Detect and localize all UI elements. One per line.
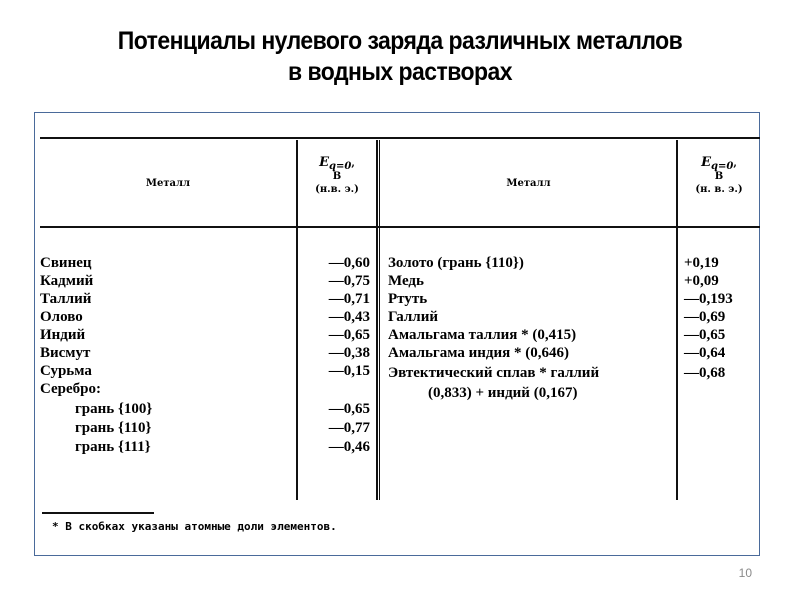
table-top-rule	[40, 137, 760, 139]
header-potential-right: Eq=0, В (н. в. э.)	[678, 156, 760, 196]
right-metal-3: Галлий	[388, 309, 438, 325]
left-value-10: —0,46	[328, 439, 370, 455]
right-metal-1: Медь	[388, 273, 424, 289]
right-value-4: —0,65	[684, 327, 726, 343]
right-value-0: +0,19	[684, 255, 719, 271]
left-metal-1: Кадмий	[40, 273, 94, 289]
title-line-1: Потенциалы нулевого заряда различных металлов	[117, 27, 683, 55]
left-value-0: —0,60	[328, 255, 370, 271]
right-metal-6: Эвтектический сплав * галлий	[388, 365, 600, 381]
left-value-2: —0,71	[328, 291, 370, 307]
column-divider-2b	[379, 140, 380, 500]
left-value-9: —0,77	[328, 420, 370, 436]
title-line-2: в водных растворах	[288, 58, 512, 86]
left-value-4: —0,65	[328, 327, 370, 343]
header-potential-left: Eq=0, В (н.в. э.)	[298, 156, 376, 196]
potential-subscript: q=0	[711, 161, 734, 172]
right-value-2: —0,193	[684, 291, 733, 307]
left-metal-7: Серебро:	[40, 381, 102, 397]
left-metal-5: Висмут	[40, 345, 91, 361]
column-divider-2a	[376, 140, 378, 500]
right-metal-7: (0,833) + индий (0,167)	[428, 385, 578, 401]
left-metal-10: грань {111}	[75, 439, 151, 455]
potential-scale: (н.в. э.)	[315, 184, 359, 195]
left-value-8: —0,65	[328, 401, 370, 417]
right-value-3: —0,69	[684, 309, 726, 325]
potential-symbol: E	[319, 155, 330, 170]
page-number: 10	[738, 566, 752, 580]
left-value-3: —0,43	[328, 309, 370, 325]
footnote: * В скобках указаны атомные доли элементов.	[52, 520, 337, 533]
left-metal-8: грань {100}	[75, 401, 153, 417]
left-metal-3: Олово	[40, 309, 83, 325]
left-metal-9: грань {110}	[75, 420, 152, 436]
right-value-1: +0,09	[684, 273, 719, 289]
header-metal-left	[40, 177, 296, 190]
left-metal-2: Таллий	[40, 291, 92, 307]
potential-subscript: q=0	[329, 161, 352, 172]
right-value-6: —0,68	[684, 365, 726, 381]
right-metal-4: Амальгама таллия * (0,415)	[388, 327, 577, 343]
right-metal-5: Амальгама индия * (0,646)	[388, 345, 569, 361]
right-value-5: —0,64	[684, 345, 726, 361]
right-metal-0: Золото (грань {110})	[388, 255, 524, 271]
right-metal-2: Ртуть	[388, 291, 428, 307]
left-value-6: —0,15	[328, 363, 370, 379]
left-metal-4: Индий	[40, 327, 86, 343]
potential-symbol: E	[701, 155, 712, 170]
potential-unit: В	[714, 171, 724, 182]
header-metal-right	[381, 177, 676, 190]
potential-scale: (н. в. э.)	[695, 184, 743, 195]
header-bottom-rule	[40, 226, 760, 228]
left-metal-0: Свинец	[40, 255, 92, 271]
potential-unit: В	[332, 171, 342, 182]
left-metal-6: Сурьма	[40, 363, 92, 379]
slide-title	[32, 26, 768, 88]
header-metal-label: Металл	[145, 178, 191, 189]
left-value-5: —0,38	[328, 345, 370, 361]
left-value-1: —0,75	[328, 273, 370, 289]
header-metal-label: Металл	[506, 178, 551, 189]
footnote-rule	[42, 512, 154, 514]
